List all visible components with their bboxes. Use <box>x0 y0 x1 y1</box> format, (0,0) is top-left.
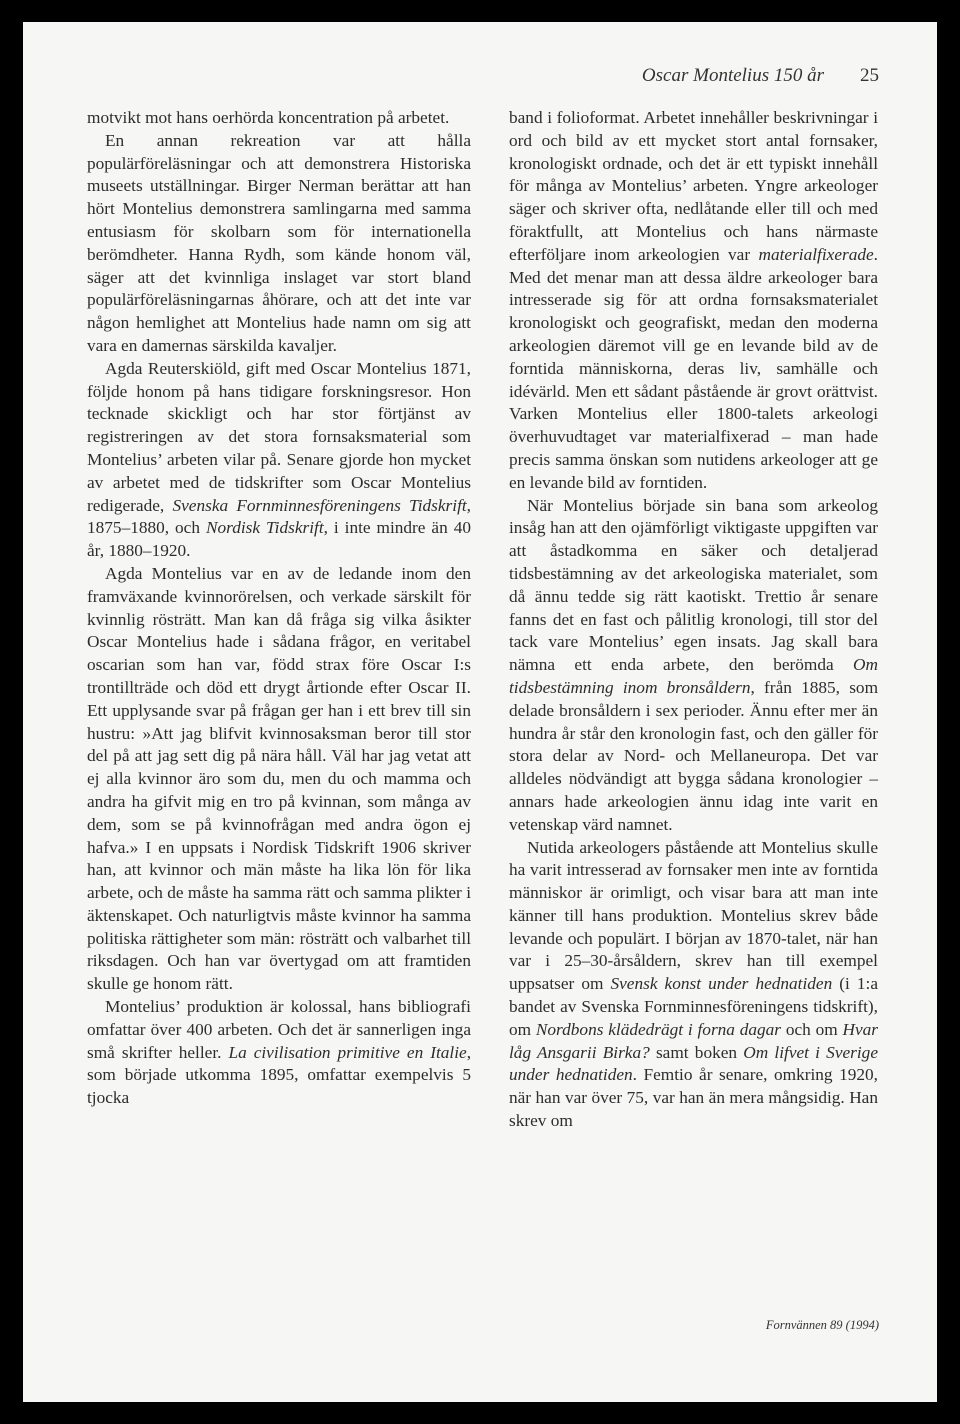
page-number: 25 <box>860 65 879 86</box>
italic-title-text: La civilisation primitive en Italie <box>228 1042 467 1062</box>
paragraph <box>87 563 471 996</box>
body-text: . Femtio år senare, omkring 1920, när han var över 75, var han än mera mångsidig. Han skrev om <box>509 1065 878 1131</box>
right-column <box>509 107 878 1133</box>
body-text: band i folioformat. Arbetet innehåller beskrivningar i ord och bild av ett mycket stort antal fornsaker, kronologiskt ordnade, och det är ett typiskt innehåll för många av Montelius’ arbeten. Yngre arkeologer säger och skriver ofta, nedlåtande eller till och med föraktfullt, att Montelius och hans närmaste efterföljare inom arkeologien var <box>509 108 878 264</box>
italic-title-text: Om tidsbestämning inom bronsåldern <box>509 655 878 697</box>
body-text: , som började utkomma 1895, omfattar exempelvis 5 tjocka <box>87 1042 472 1108</box>
body-text: Agda Montelius var en av de ledande inom den framväxande kvinnorörelsen, och verkade särskilt för kvinnlig rösträtt. Man kan då fråga sig vilka åsikter Oscar Montelius hade i sådana frågor, en veritabel oscarian som han var, född strax före Oscar I:s trontillträde och död ett drygt årtionde efter Oscar II. Ett upplysande svar på frågan ger han i ett brev till sin hustru: »Att jag blifvit kvinnosaksman beror till stor del på att jag sett dig på nära håll. Väl har jag vetat att ej alla kvinnor äro som du, men du och mamma och andra ha gifvit mig en tro på kvinnan, som många av dem, som se på kvinnofrågan med andra ögon ej hafva.» I en uppsats i Nordisk Tidskrift 1906 skriver han, att kvinnor och män måste ha lika lön för lika arbete, och de måste ha samma rätt och samma plikter i äktenskapet. Och naturligtvis måste kvinnor ha samma politiska rättigheter som män: rösträtt och valbarhet till riksdagen. Och han var övertygad om att framtiden skulle ge honom rätt. <box>87 563 471 994</box>
body-text: och om <box>781 1019 843 1039</box>
italic-title-text: Nordbons klädedrägt i forna dagar <box>535 1019 782 1039</box>
paragraph <box>509 495 878 837</box>
body-text: Nutida arkeologers påstående att Montelius skulle ha varit intresserad av fornsaker men inte av forntida människor är orimligt, och visar bara att man inte känner till hans produktion. Montelius skrev både levande och populärt. I början av 1870-talet, när han var i 25–30-årsåldern, skrev han till exempel uppsatser om <box>509 837 878 994</box>
paragraph <box>87 996 471 1110</box>
body-text: Agda Reuterskiöld, gift med Oscar Montelius 1871, följde honom på hans tidigare forskningsresor. Hon tecknade skickligt och har stor förtjänst av registreringen av det stora fornsaksmaterial som Montelius’ arbeten vilar på. Senare gjorde hon mycket av arbetet med de tidskrifter som Oscar Montelius redigerade, <box>87 358 471 515</box>
left-column <box>87 107 471 1110</box>
italic-title-text: Om lifvet i Sverige under hednatiden <box>509 1042 878 1085</box>
body-text: När Montelius började sin bana som arkeolog insåg han att den ojämförligt viktigaste uppgiften var att åstadkomma en säker och detaljerad tidsbestämning av det arkeologiska materialet, som då ännu tedde sig rätt kaotiskt. Trettio år senare fanns det en fast och pålitlig kronologi, till stor del tack vare Montelius’ egen insats. Jag skall bara nämna ett enda arbete, den berömda <box>509 495 878 675</box>
paragraph <box>87 130 471 358</box>
body-text: , i inte mindre än 40 år, 1880–1920. <box>87 518 471 561</box>
body-text: motvikt mot hans oerhörda koncentration på arbetet. <box>87 108 450 127</box>
italic-title-text: Nordisk Tidskrift <box>205 518 324 538</box>
paragraph <box>87 358 471 563</box>
body-text: , från 1885, som delade bronsåldern i sex perioder. Ännu efter mer än hundra år står den kronologin fast, och den gäller för stora delar av Nord- och Mellaneuropa. Det var alldeles nödvändigt att bygga sådana kronologier – annars hade arkeologien ännu idag inte varit en vetenskap värd namnet. <box>509 677 879 834</box>
body-text: (i 1:a bandet av Svenska Fornminnesföreningens tidskrift), om <box>509 974 879 1039</box>
body-text: samt boken <box>649 1042 744 1062</box>
body-text: . Med det menar man att dessa äldre arkeologer bara intresserade sig för att ordna fornsaksmaterialet kronologiskt och geografiskt, medan den moderna arkeologien däremot vill ge en levande bild av de forntida människorna, deras liv, samhälle och idévärld. Men ett sådant påstående är grovt orättvist. Varken Montelius eller 1800-talets arkeologi överhuvudtaget var materialfixerad – man hade precis samma önskan som nutidens arkeologer att ge en levande bild av forntiden. <box>509 244 878 492</box>
paragraph <box>509 837 878 1133</box>
paragraph <box>509 107 878 495</box>
body-text: Montelius’ produktion är kolossal, hans bibliografi omfattar över 400 arbeten. Och det är sannerligen inga små skrifter heller. <box>87 997 471 1062</box>
journal-footer: Fornvännen 89 (1994) <box>765 1318 879 1332</box>
body-text: En annan rekreation var att hålla populärföreläsningar och att demonstrera Historiska museets utställningar. Birger Nerman berättar att han hört Montelius demonstrera samlingarna med samma entusiasm för skolbarn som för internationella berömdheter. Hanna Rydh, som kände honom väl, säger att det kvinnliga inslaget var stort bland populärföreläsningarnas åhörare, och att det inte var någon hemlighet att Montelius hade namn om sig att vara en damernas särskilda kavaljer. <box>87 130 471 355</box>
running-title: Oscar Montelius 150 år <box>641 65 824 86</box>
italic-title-text: materialfixerade <box>758 244 874 264</box>
body-text: , 1875–1880, och <box>87 495 471 538</box>
journal-page <box>23 22 937 1402</box>
italic-title-text: Hvar låg Ansgarii Birka? <box>509 1019 879 1062</box>
italic-title-text: Svenska Fornminnesföreningens Tidskrift <box>172 495 467 515</box>
running-head <box>642 65 879 87</box>
paragraph <box>87 107 471 130</box>
italic-title-text: Svensk konst under hednatiden <box>610 974 833 994</box>
